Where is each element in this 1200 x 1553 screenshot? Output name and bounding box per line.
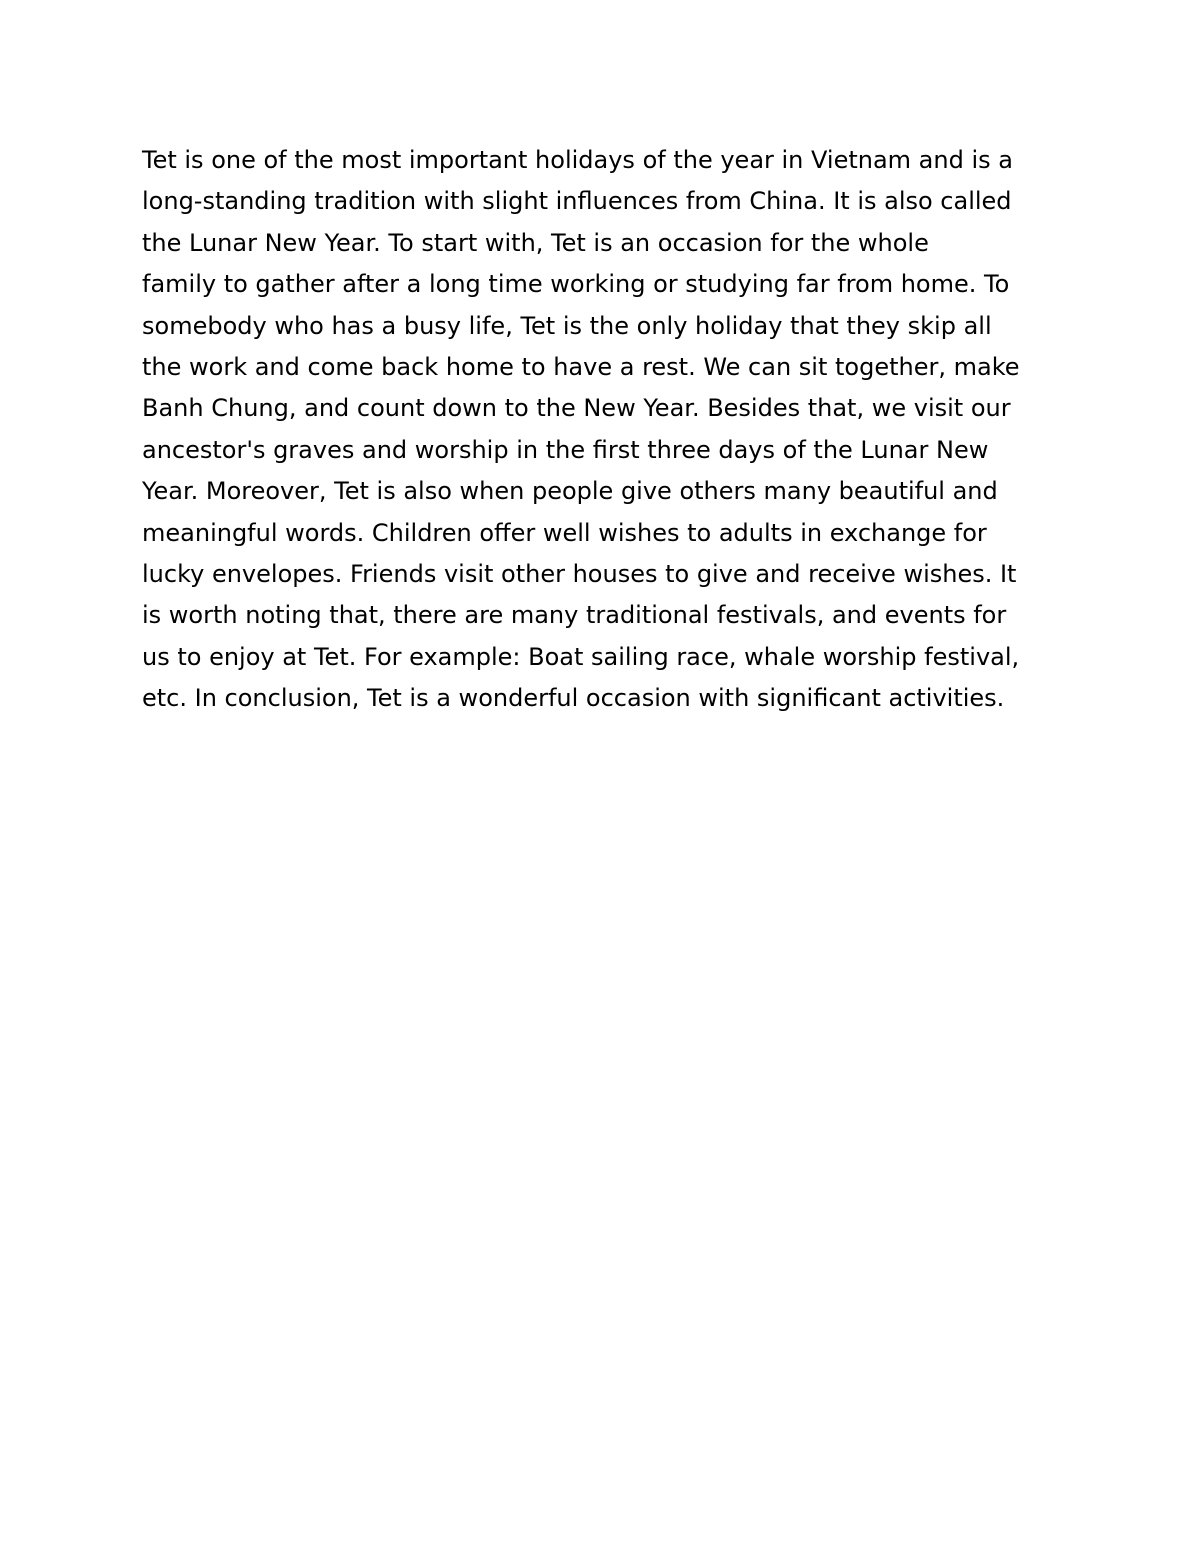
paragraph-line-2: long-standing tradition with slight influences from China. It is also called	[142, 187, 1012, 216]
paragraph-line-11: lucky envelopes. Friends visit other houses to give and receive wishes. It	[142, 560, 1017, 589]
paragraph-line-1: Tet is one of the most important holidays of the year in Vietnam and is a	[142, 146, 1013, 174]
paragraph-line-10: meaningful words. Children offer well wishes to adults in exchange for	[142, 518, 987, 547]
paragraph-line-5: somebody who has a busy life, Tet is the only holiday that they skip all	[142, 311, 992, 340]
paragraph-line-4: family to gather after a long time working or studying far from home. To	[142, 270, 1010, 299]
paragraph-line-13: us to enjoy at Tet. For example: Boat sailing race, whale worship festival,	[142, 642, 1020, 671]
paragraph-line-3: the Lunar New Year. To start with, Tet is an occasion for the whole	[142, 228, 929, 257]
essay-paragraph	[142, 140, 1102, 720]
paragraph-line-8: ancestor's graves and worship in the first three days of the Lunar New	[142, 435, 989, 464]
paragraph-line-9: Year. Moreover, Tet is also when people give others many beautiful and	[142, 477, 998, 506]
paragraph-line-7: Banh Chung, and count down to the New Year. Besides that, we visit our	[142, 394, 1011, 423]
paragraph-line-12: is worth noting that, there are many traditional festivals, and events for	[142, 601, 1007, 630]
paragraph-line-6: the work and come back home to have a rest. We can sit together, make	[142, 353, 1020, 382]
paragraph-line-14: etc. In conclusion, Tet is a wonderful occasion with significant activities.	[142, 684, 1005, 713]
